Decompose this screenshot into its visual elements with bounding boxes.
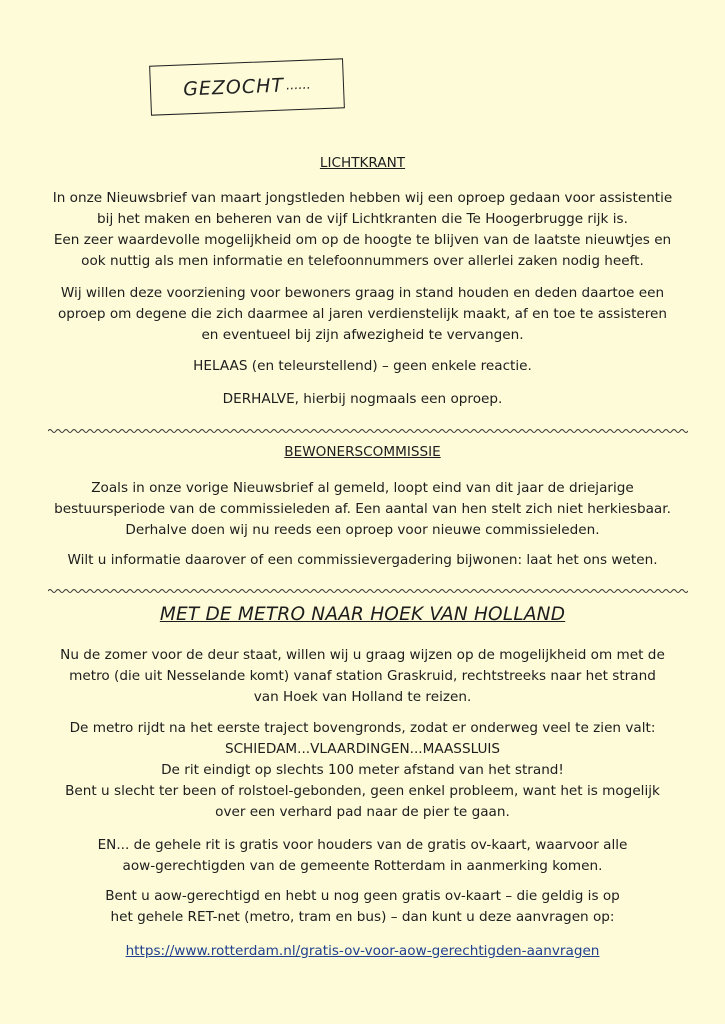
text-line: over een verhard pad naar de pier te gaan. [215,804,510,820]
lichtkrant-helaas [40,356,685,377]
text-line: het gehele RET-net (metro, tram en bus) – dan kunt u deze aanvragen op: [110,909,615,925]
text-line: ook nuttig als men informatie en telefoonnummers over allerlei zaken nodig heeft. [81,253,644,269]
text-line: bestuursperiode van de commissieleden af. Een aantal van hen stelt zich niet herkiesbaar. [54,501,671,517]
text-line: Bent u slecht ter been of rolstoel-gebonden, geen enkel probleem, want het is mogelijk [65,783,660,799]
text-line: aow-gerechtigden van de gemeente Rotterdam in aanmerking komen. [122,858,603,874]
metro-heading: MET DE METRO NAAR HOEK VAN HOLLAND [159,604,566,625]
text-line: Nu de zomer voor de deur staat, willen wij u graag wijzen op de mogelijkheid om met de [60,647,665,663]
wavy-divider [48,427,688,435]
text-line: Derhalve doen wij nu reeds een oproep voor nieuwe commissieleden. [125,522,600,538]
text-line: De metro rijdt na het eerste traject bovengronds, zodat er onderweg veel te zien valt: [69,720,656,736]
text-line: metro (die uit Nesselande komt) vanaf station Graskruid, rechtstreeks naar het strand [69,668,656,684]
metro-paragraph-1 [40,645,685,708]
aanvraag-link[interactable]: https://www.rotterdam.nl/gratis-ov-voor-aow-gerechtigden-aanvragen [125,943,600,959]
text-line: In onze Nieuwsbrief van maart jongstleden hebben wij een oproep gedaan voor assistentie [52,190,673,206]
gezocht-dots: ...... [285,77,312,93]
text-line: EN... de gehele rit is gratis voor houders van de gratis ov-kaart, waarvoor alle [97,837,628,853]
text-line: SCHIEDAM...VLAARDINGEN...MAASSLUIS [224,741,501,757]
text-line: DERHALVE, hierbij nogmaals een oproep. [222,391,503,407]
lichtkrant-paragraph-2 [40,283,685,346]
gezocht-title-box [149,58,345,115]
lichtkrant-derhalve [40,389,685,410]
text-line: Wilt u informatie daarover of een commissievergadering bijwonen: laat het ons weten. [67,552,658,568]
metro-paragraph-4 [40,886,685,928]
text-line: Bent u aow-gerechtigd en hebt u nog geen gratis ov-kaart – die geldig is op [105,888,620,904]
text-line: Een zeer waardevolle mogelijkheid om op de hoogte te blijven van de laatste nieuwtjes en [53,232,672,248]
text-line: Zoals in onze vorige Nieuwsbrief al gemeld, loopt eind van dit jaar de driejarige [91,480,634,496]
text-line: De rit eindigt op slechts 100 meter afstand van het strand! [161,762,564,778]
text-line: HELAAS (en teleurstellend) – geen enkele reactie. [193,358,532,374]
lichtkrant-paragraph-1 [40,188,685,272]
metro-paragraph-2 [40,718,685,823]
text-line: en eventueel bij zijn afwezigheid te vervangen. [201,327,524,343]
bewonerscommissie-heading: BEWONERSCOMMISSIE [284,444,441,460]
gezocht-label: GEZOCHT [182,74,285,101]
text-line: van Hoek van Holland te reizen. [253,689,472,705]
text-line: bij het maken en beheren van de vijf Lichtkranten die Te Hoogerbrugge rijk is. [97,211,628,227]
text-line: oproep om degene die zich daarmee al jaren verdienstelijk maakt, af en toe te assisteren [57,306,668,322]
bewonerscommissie-paragraph-2 [40,550,685,571]
metro-paragraph-3 [40,835,685,877]
lichtkrant-heading: LICHTKRANT [319,155,406,171]
text-line: Wij willen deze voorziening voor bewoners graag in stand houden en deden daartoe een [60,285,665,301]
wavy-divider [48,587,688,595]
bewonerscommissie-paragraph-1 [40,478,685,541]
metro-link-row [40,941,685,962]
